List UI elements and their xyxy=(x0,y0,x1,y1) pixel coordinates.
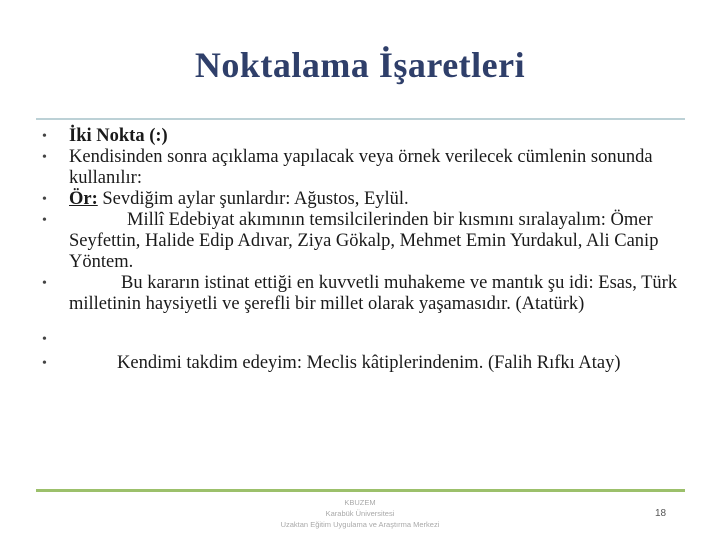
example-3-text: Bu kararın istinat ettiği en kuvvetli muhakeme ve mantık şu idi: Esas, Türk milletinin haysiyetli ve şerefli bir millet olarak yaşamasıdır. (Atatürk) xyxy=(69,273,678,314)
bullet-example-4 xyxy=(42,353,692,374)
bullet-example-1 xyxy=(42,189,692,210)
page-number: 18 xyxy=(655,508,667,519)
example-1-text: Sevdiğim aylar şunlardır: Ağustos, Eylül. xyxy=(97,189,409,209)
footer-divider xyxy=(36,489,685,492)
example-4-text: Kendimi takdim edeyim: Meclis kâtiplerindenim. (Falih Rıfkı Atay) xyxy=(117,353,621,373)
bullet-heading xyxy=(42,126,692,147)
bullet-list xyxy=(42,126,692,374)
bullet-rule-text: Kendisinden sonra açıklama yapılacak veya örnek verilecek cümlenin sonunda kullanılır: xyxy=(69,147,653,188)
title-divider xyxy=(36,118,685,120)
bullet-empty xyxy=(42,329,692,350)
footer xyxy=(0,497,720,530)
example-label: Ör: xyxy=(69,189,98,209)
footer-org: KBUZEM xyxy=(344,498,376,507)
footer-university: Karabük Üniversitesi xyxy=(325,509,395,518)
footer-center: Uzaktan Eğitim Uygulama ve Araştırma Merkezi xyxy=(280,520,440,529)
bullet-rule xyxy=(42,147,692,189)
bullet-example-3 xyxy=(42,273,692,315)
bullet-heading-text: İki Nokta (:) xyxy=(69,126,168,146)
bullet-example-2 xyxy=(42,210,692,273)
example-2-text: Millî Edebiyat akımının temsilcilerinden bir kısmını sıralayalım: Ömer Seyfettin, Halide Edip Adıvar, Ziya Gökalp, Mehmet Emin Yurdakul, Ali Canip Yöntem. xyxy=(69,210,659,272)
slide-title: Noktalama İşaretleri xyxy=(194,45,526,85)
